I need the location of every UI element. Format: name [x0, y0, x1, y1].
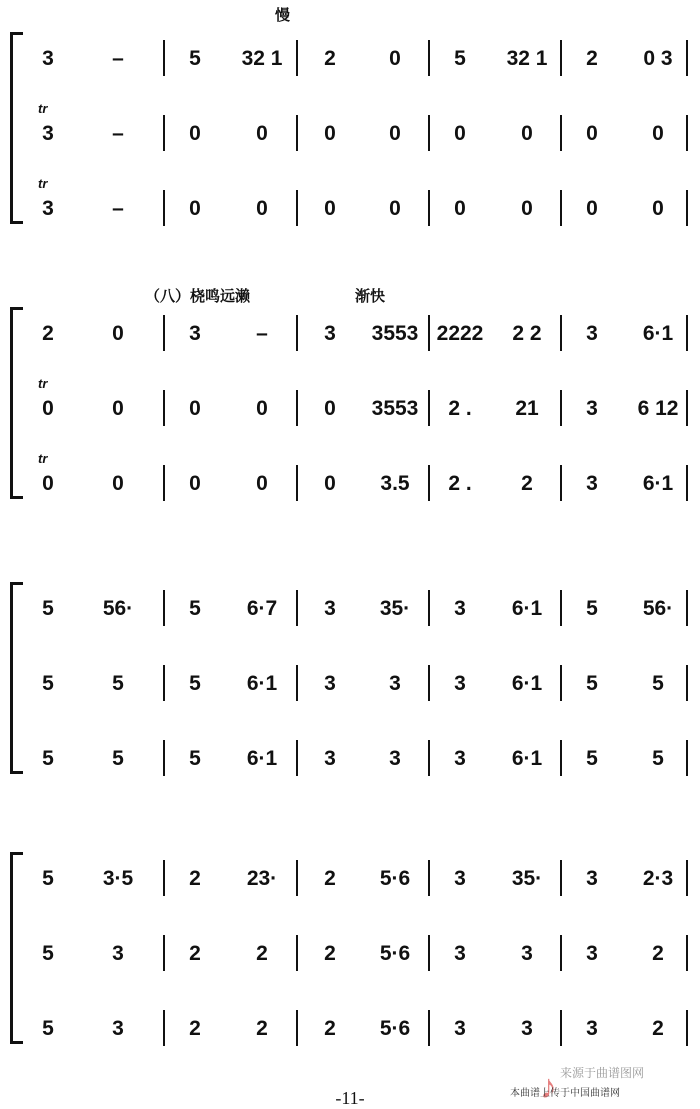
note-cell: 3	[454, 747, 466, 770]
note-cell: 0	[586, 122, 598, 145]
note-cell: 0	[652, 122, 664, 145]
barline	[686, 935, 688, 971]
note-cell: 0	[521, 122, 533, 145]
score-system	[0, 7, 700, 230]
note-cell: 5	[189, 597, 201, 620]
barline	[296, 40, 298, 76]
note-cell: 0	[454, 122, 466, 145]
barline	[686, 1010, 688, 1046]
barline	[428, 190, 430, 226]
staff-row	[0, 665, 700, 705]
note-cell: 2	[652, 1017, 664, 1040]
note-cell: 2	[42, 322, 54, 345]
note-cell: 32 1	[506, 47, 548, 70]
barline	[560, 390, 562, 426]
note-cell: 0	[256, 197, 268, 220]
note-cell: 3	[454, 597, 466, 620]
barline	[428, 935, 430, 971]
note-cell: 0	[189, 397, 201, 420]
note-cell: 2222	[436, 322, 484, 345]
barline	[428, 465, 430, 501]
note-cell: 6·7	[246, 597, 278, 620]
barline	[163, 665, 165, 701]
note-cell: 5	[112, 747, 124, 770]
note-cell: 0	[389, 197, 401, 220]
barline	[296, 590, 298, 626]
note-cell: 2	[324, 1017, 336, 1040]
note-cell: 2 2	[512, 322, 542, 345]
note-cell: 3	[454, 672, 466, 695]
note-cell: 2	[189, 867, 201, 890]
note-cell: 3	[521, 1017, 533, 1040]
note-cell: 5	[454, 47, 466, 70]
barline	[428, 1010, 430, 1046]
watermark-credit: 本曲谱上传于中国曲谱网	[510, 1088, 620, 1099]
note-cell: 5·6	[379, 1017, 411, 1040]
barline	[428, 860, 430, 896]
note-cell: 3	[586, 472, 598, 495]
barline	[560, 860, 562, 896]
note-cell: 5	[586, 597, 598, 620]
note-cell: 6·1	[511, 672, 543, 695]
note-cell: 0	[112, 472, 124, 495]
barline	[560, 665, 562, 701]
note-cell: 35·	[379, 597, 411, 620]
barline	[428, 665, 430, 701]
note-cell: 32 1	[241, 47, 283, 70]
barline	[163, 115, 165, 151]
note-cell: 2	[521, 472, 533, 495]
note-cell: 2	[189, 1017, 201, 1040]
note-cell: –	[112, 47, 124, 70]
note-cell: 3·5	[102, 867, 134, 890]
note-cell: 0 3	[643, 47, 673, 70]
note-cell: 2	[324, 47, 336, 70]
note-cell: 21	[515, 397, 539, 420]
barline	[560, 190, 562, 226]
note-cell: 5	[42, 867, 54, 890]
barline	[296, 115, 298, 151]
note-cell: 3	[324, 672, 336, 695]
note-cell: 6·1	[511, 747, 543, 770]
note-cell: 0	[256, 472, 268, 495]
note-cell: 0	[454, 197, 466, 220]
note-cell: 5	[189, 672, 201, 695]
note-cell: 2	[324, 867, 336, 890]
note-cell: 2 .	[448, 397, 472, 420]
barline	[560, 740, 562, 776]
note-cell: 3	[112, 942, 124, 965]
note-cell: 23·	[246, 867, 278, 890]
trill-marking: tr	[38, 451, 48, 466]
barline	[296, 465, 298, 501]
barline	[163, 190, 165, 226]
note-cell: 3553	[371, 322, 419, 345]
note-cell: 3	[389, 672, 401, 695]
barline	[560, 40, 562, 76]
note-cell: 3	[454, 867, 466, 890]
staff-row	[0, 451, 700, 505]
tempo-marking: 慢	[275, 7, 291, 24]
note-cell: 2	[652, 942, 664, 965]
note-cell: 6·1	[642, 472, 674, 495]
barline	[296, 1010, 298, 1046]
note-cell: 5	[586, 747, 598, 770]
staff-row	[0, 315, 700, 355]
barline	[560, 465, 562, 501]
barline	[686, 740, 688, 776]
barline	[686, 860, 688, 896]
note-cell: 3	[454, 942, 466, 965]
note-cell: 6·1	[511, 597, 543, 620]
barline	[686, 590, 688, 626]
note-cell: 3	[324, 597, 336, 620]
barline	[163, 315, 165, 351]
barline	[686, 390, 688, 426]
staff-row	[0, 176, 700, 230]
note-cell: 0	[42, 397, 54, 420]
barline	[163, 740, 165, 776]
note-cell: 5	[586, 672, 598, 695]
barline	[428, 740, 430, 776]
barline	[296, 665, 298, 701]
note-cell: 3	[189, 322, 201, 345]
note-cell: 5·6	[379, 867, 411, 890]
note-cell: 0	[112, 397, 124, 420]
trill-marking: tr	[38, 376, 48, 391]
note-cell: 5	[652, 672, 664, 695]
barline	[163, 860, 165, 896]
note-cell: 6·1	[642, 322, 674, 345]
note-cell: 0	[189, 197, 201, 220]
note-cell: 3	[454, 1017, 466, 1040]
score-system	[0, 288, 700, 505]
barline	[686, 40, 688, 76]
barline	[560, 935, 562, 971]
note-cell: 3	[586, 322, 598, 345]
watermark-logo-icon: ♪	[540, 1068, 557, 1106]
barline	[686, 190, 688, 226]
note-cell: 56·	[642, 597, 674, 620]
barline	[296, 740, 298, 776]
note-cell: 5	[652, 747, 664, 770]
barline	[163, 590, 165, 626]
staff-row	[0, 740, 700, 780]
barline	[560, 315, 562, 351]
barline	[163, 1010, 165, 1046]
note-cell: 2	[586, 47, 598, 70]
staff-row	[0, 40, 700, 80]
barline	[296, 390, 298, 426]
note-cell: 5·6	[379, 942, 411, 965]
note-cell: 0	[324, 397, 336, 420]
note-cell: 5	[42, 747, 54, 770]
note-cell: 0	[389, 122, 401, 145]
note-cell: 5	[42, 597, 54, 620]
note-cell: 0	[586, 197, 598, 220]
note-cell: 3	[42, 47, 54, 70]
note-cell: 5	[189, 747, 201, 770]
note-cell: 3	[586, 942, 598, 965]
staff-row	[0, 101, 700, 155]
note-cell: 3	[42, 122, 54, 145]
note-cell: 3	[389, 747, 401, 770]
staff-row	[0, 860, 700, 900]
note-cell: 3	[42, 197, 54, 220]
note-cell: 0	[324, 122, 336, 145]
note-cell: 2	[324, 942, 336, 965]
staff-row	[0, 1010, 700, 1050]
trill-marking: tr	[38, 176, 48, 191]
note-cell: 56·	[102, 597, 134, 620]
barline	[686, 115, 688, 151]
note-cell: 0	[256, 397, 268, 420]
barline	[163, 465, 165, 501]
note-cell: –	[112, 122, 124, 145]
page-number: -11-	[335, 1088, 365, 1108]
note-cell: 0	[256, 122, 268, 145]
note-cell: 3.5	[380, 472, 410, 495]
note-cell: 6·1	[246, 747, 278, 770]
barline	[560, 115, 562, 151]
note-cell: 5	[42, 1017, 54, 1040]
barline	[428, 590, 430, 626]
note-cell: 3	[324, 322, 336, 345]
note-cell: 0	[189, 472, 201, 495]
trill-marking: tr	[38, 101, 48, 116]
note-cell: 0	[42, 472, 54, 495]
tempo-marking-2: 渐快	[355, 288, 386, 305]
barline	[428, 115, 430, 151]
note-cell: 3553	[371, 397, 419, 420]
note-cell: 0	[112, 322, 124, 345]
note-cell: 0	[324, 472, 336, 495]
note-cell: 2	[256, 942, 268, 965]
note-cell: 6 12	[637, 397, 679, 420]
barline	[560, 1010, 562, 1046]
barline	[296, 315, 298, 351]
barline	[163, 40, 165, 76]
note-cell: 35·	[511, 867, 543, 890]
tempo-marking: （八）桡鸣远濑	[145, 288, 251, 305]
note-cell: 0	[189, 122, 201, 145]
note-cell: 2 .	[448, 472, 472, 495]
note-cell: 0	[652, 197, 664, 220]
note-cell: 3	[521, 942, 533, 965]
watermark-site: 来源于曲谱图网	[560, 1066, 645, 1080]
note-cell: 6·1	[246, 672, 278, 695]
staff-row	[0, 590, 700, 630]
barline	[686, 465, 688, 501]
note-cell: 5	[112, 672, 124, 695]
note-cell: 3	[324, 747, 336, 770]
note-cell: 3	[586, 397, 598, 420]
staff-row	[0, 935, 700, 975]
note-cell: 2	[189, 942, 201, 965]
staff-row	[0, 376, 700, 430]
note-cell: 3	[586, 1017, 598, 1040]
barline	[428, 315, 430, 351]
note-cell: 0	[324, 197, 336, 220]
barline	[296, 860, 298, 896]
score-system	[0, 860, 700, 1050]
barline	[686, 315, 688, 351]
barline	[686, 665, 688, 701]
barline	[428, 40, 430, 76]
barline	[428, 390, 430, 426]
barline	[163, 935, 165, 971]
barline	[560, 590, 562, 626]
note-cell: 0	[389, 47, 401, 70]
barline	[296, 190, 298, 226]
note-cell: 0	[521, 197, 533, 220]
note-cell: –	[256, 322, 268, 345]
note-cell: 5	[42, 942, 54, 965]
note-cell: 2·3	[642, 867, 674, 890]
note-cell: 5	[42, 672, 54, 695]
note-cell: 3	[112, 1017, 124, 1040]
score-system	[0, 590, 700, 780]
barline	[163, 390, 165, 426]
barline	[296, 935, 298, 971]
note-cell: –	[112, 197, 124, 220]
note-cell: 2	[256, 1017, 268, 1040]
note-cell: 5	[189, 47, 201, 70]
note-cell: 3	[586, 867, 598, 890]
